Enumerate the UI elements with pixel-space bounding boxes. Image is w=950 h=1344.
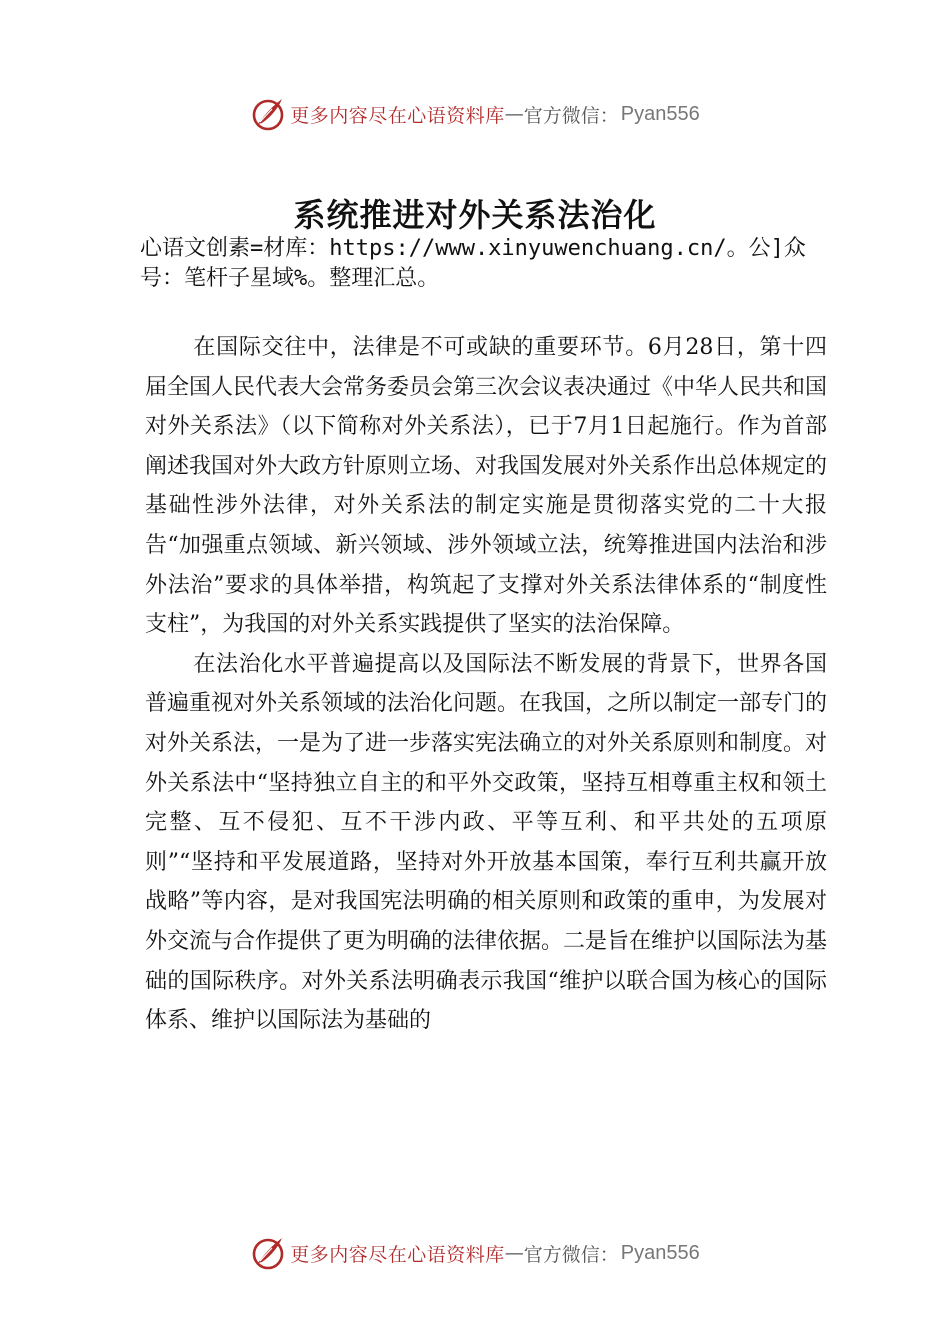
banner-wechat-label: 官方微信： <box>523 1243 619 1266</box>
banner-wechat-label: 官方微信： <box>523 104 619 127</box>
source-note: 心语文创素=材库：https://www.xinyuwenchuang.cn/。公]众号：笔杆子星域%。整理汇总。 <box>140 236 806 291</box>
banner-separator: — <box>504 103 524 125</box>
banner-separator: — <box>504 1242 524 1264</box>
quill-logo-icon <box>250 1235 286 1271</box>
banner-text: 更多内容尽在心语资料库 <box>290 104 505 127</box>
header-watermark-banner <box>0 94 950 134</box>
document-title: 系统推进对外关系法治化 <box>293 196 657 234</box>
banner-text: 更多内容尽在心语资料库 <box>290 1243 505 1266</box>
quill-logo-icon <box>250 96 286 132</box>
paragraph: 在法治化水平普遍提高以及国际法不断发展的背景下，世界各国普遍重视对外关系领域的法治化问题。在我国，之所以制定一部专门的对外关系法，一是为了进一步落实宪法确立的对外关系原则和制度。对外关系法中“坚持独立自主的和平外交政策，坚持互相尊重主权和领土完整、互不侵犯、互不干涉内政、平等互利、和平共处的五项原则”“坚持和平发展道路，坚持对外开放基本国策，奉行互利共赢开放战略”等内容，是对我国宪法明确的相关原则和政策的重申，为发展对外交流与合作提供了更为明确的法律依据。二是旨在维护以国际法为基础的国际秩序。对外关系法明确表示我国“维护以联合国为核心的国际体系、维护以国际法为基础的 <box>145 651 828 1034</box>
paragraph: 在国际交往中，法律是不可或缺的重要环节。6月28日，第十四届全国人民代表大会常务委员会第三次会议表决通过《中华人民共和国对外关系法》（以下简称对外关系法），已于7月1日起施行。作为首部阐述我国对外大政方针原则立场、对我国发展对外关系作出总体规定的基础性涉外法律，对外关系法的制定实施是贯彻落实党的二十大报告“加强重点领域、新兴领域、涉外领域立法，统筹推进国内法治和涉外法治”要求的具体举措，构筑起了支撑对外关系法律体系的“制度性支柱”，为我国的对外关系实践提供了坚实的法治保障。 <box>145 335 828 638</box>
banner-wechat-id: Pyan556 <box>620 1241 700 1264</box>
document-body <box>145 328 827 1041</box>
banner-wechat-id: Pyan556 <box>620 102 700 125</box>
footer-watermark-banner <box>0 1233 950 1273</box>
